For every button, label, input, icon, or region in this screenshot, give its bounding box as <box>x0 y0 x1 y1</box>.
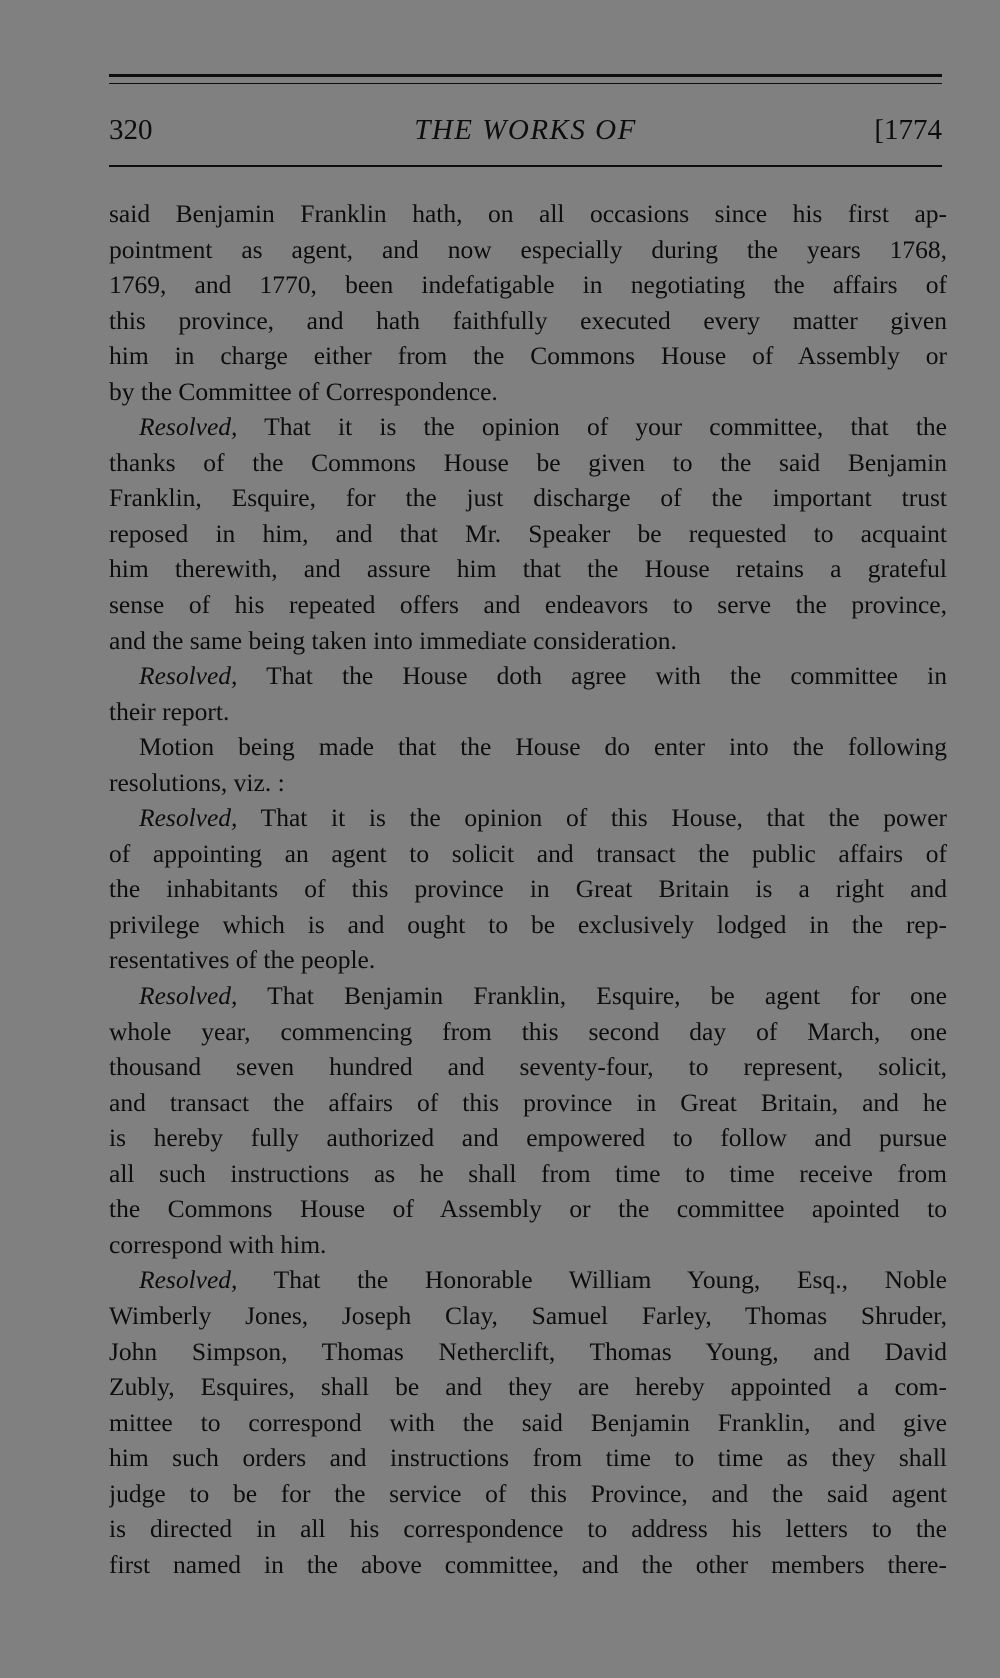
text-line: resentatives of the people. <box>109 945 376 975</box>
text-line: whole year, commencing from this second day of March, one <box>109 1016 947 1046</box>
text-line: of appointing an agent to solicit and transact the public affairs of <box>109 838 947 868</box>
text-line: is directed in all his correspondence to address his letters to the <box>109 1514 947 1544</box>
resolved-lead: Resolved, <box>139 803 238 833</box>
book-title: THE WORKS OF <box>414 114 637 146</box>
top-double-rule-thick <box>109 74 942 77</box>
text-line: said Benjamin Franklin hath, on all occasions since his first ap- <box>109 199 947 228</box>
text-line: their report. <box>109 696 230 726</box>
text-line: Resolved, That it is the opinion of this House, that the power <box>139 803 947 833</box>
resolved-lead: Resolved, <box>139 661 238 691</box>
text-line: the Commons House of Assembly or the committee apointed to <box>109 1194 947 1224</box>
text-line: judge to be for the service of this Province, and the said agent <box>109 1478 947 1508</box>
text-line: him therewith, and assure him that the House retains a grateful <box>109 554 947 584</box>
text-line: sense of his repeated offers and endeavors to serve the province, <box>109 590 947 620</box>
text-line: thanks of the Commons House be given to the said Benjamin <box>109 447 947 477</box>
text-line: him such orders and instructions from time to time as they shall <box>109 1443 947 1473</box>
text-line: privilege which is and ought to be exclusively lodged in the rep- <box>109 909 947 939</box>
text-line: John Simpson, Thomas Netherclift, Thomas Young, and David <box>109 1336 947 1366</box>
text-line: and transact the affairs of this province in Great Britain, and he <box>109 1087 947 1117</box>
text-line: thousand seven hundred and seventy-four, to represent, solicit, <box>109 1052 947 1082</box>
text-line: correspond with him. <box>109 1229 327 1259</box>
text-line: first named in the above committee, and the other members there- <box>109 1549 947 1579</box>
text-line: Resolved, That the Honorable William Young, Esq., Noble <box>139 1265 947 1295</box>
header-rule <box>109 165 942 167</box>
body-text <box>109 196 947 1582</box>
text-line: is hereby fully authorized and empowered to follow and pursue <box>109 1123 947 1153</box>
text-line: Wimberly Jones, Joseph Clay, Samuel Farley, Thomas Shruder, <box>109 1300 947 1330</box>
resolved-lead: Resolved, <box>139 981 238 1011</box>
text-line: Motion being made that the House do enter into the following <box>139 732 947 762</box>
text-line: Resolved, That it is the opinion of your committee, that the <box>139 412 947 442</box>
text-line: this province, and hath faithfully executed every matter given <box>109 305 947 335</box>
text-line: reposed in him, and that Mr. Speaker be requested to acquaint <box>109 518 947 548</box>
text-line: Zubly, Esquires, shall be and they are hereby appointed a com- <box>109 1372 947 1402</box>
text-line: 1769, and 1770, been indefatigable in negotiating the affairs of <box>109 270 947 300</box>
text-line: Resolved, That Benjamin Franklin, Esquire, be agent for one <box>139 981 947 1011</box>
year-marker: [1774 <box>874 114 942 146</box>
text-line: pointment as agent, and now especially during the years 1768, <box>109 234 947 264</box>
resolved-lead: Resolved, <box>139 1265 238 1295</box>
text-line: Franklin, Esquire, for the just discharge of the important trust <box>109 483 947 513</box>
text-line: mittee to correspond with the said Benjamin Franklin, and give <box>109 1407 947 1437</box>
text-line: resolutions, viz. : <box>109 767 285 797</box>
text-line: all such instructions as he shall from time to time receive from <box>109 1158 947 1188</box>
page-number: 320 <box>109 114 153 146</box>
text-line: and the same being taken into immediate consideration. <box>109 625 677 655</box>
text-line: Resolved, That the House doth agree with the committee in <box>139 661 947 691</box>
text-line: the inhabitants of this province in Great Britain is a right and <box>109 874 947 904</box>
text-line: by the Committee of Correspondence. <box>109 376 498 406</box>
text-line: him in charge either from the Commons House of Assembly or <box>109 341 947 371</box>
top-double-rule-thin <box>109 83 942 84</box>
running-head <box>109 110 942 150</box>
resolved-lead: Resolved, <box>139 412 238 442</box>
